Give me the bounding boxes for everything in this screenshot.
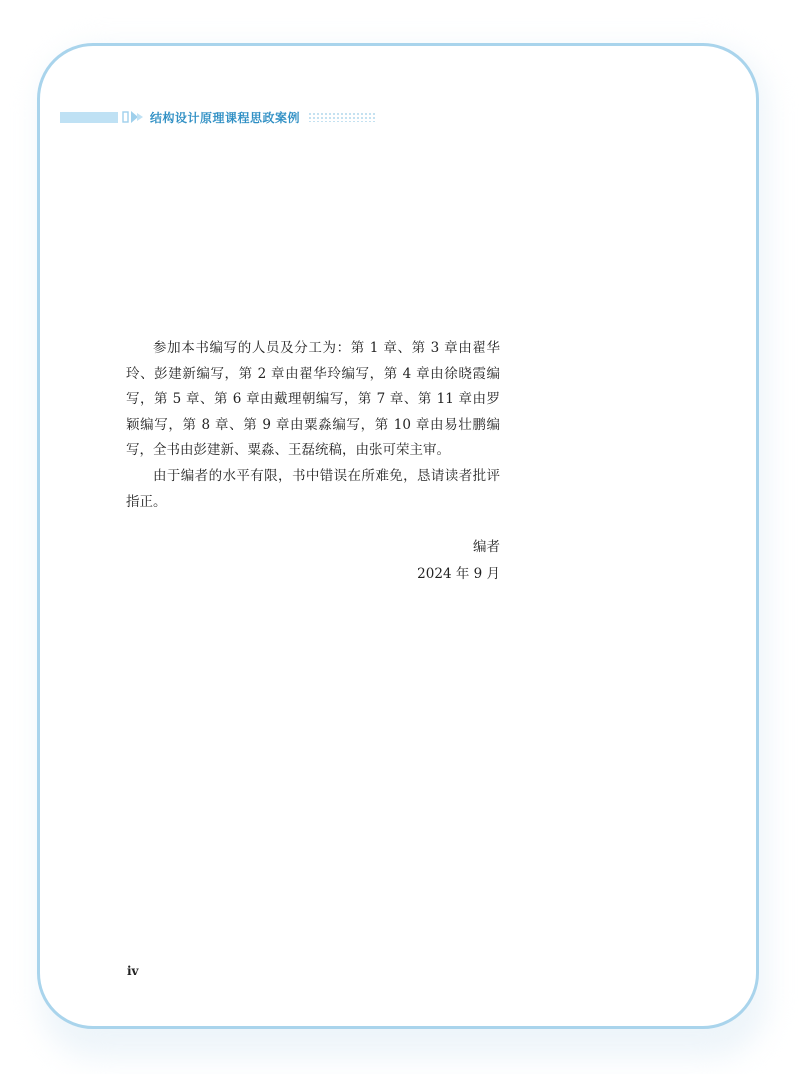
page-number: iv [127,964,139,978]
paragraph-authors: 参加本书编写的人员及分工为：第 1 章、第 3 章由翟华玲、彭建新编写，第 2 章由翟华玲编写，第 4 章由徐晓霞编写，第 5 章、第 6 章由戴理朝编写，第 7 章、第 11 章由罗颖编写，第 8 章、第 9 章由粟淼编写，第 10 章由易壮鹏编写，全书由彭建新、粟淼、王磊统稿，由张可荣主审。 [126,340,500,459]
signature-block [300,534,500,588]
header-bar [60,112,118,123]
running-header [60,110,376,124]
signature-author: 编者 [473,539,500,555]
arrow-icon [122,110,146,124]
signature-date: 2024 年 9 月 [417,566,500,582]
running-title: 结构设计原理课程思政案例 [150,110,301,125]
header-dots [308,112,376,122]
preface-body [126,336,500,515]
paragraph-apology: 由于编者的水平有限，书中错误在所难免，恳请读者批评指正。 [126,467,500,510]
